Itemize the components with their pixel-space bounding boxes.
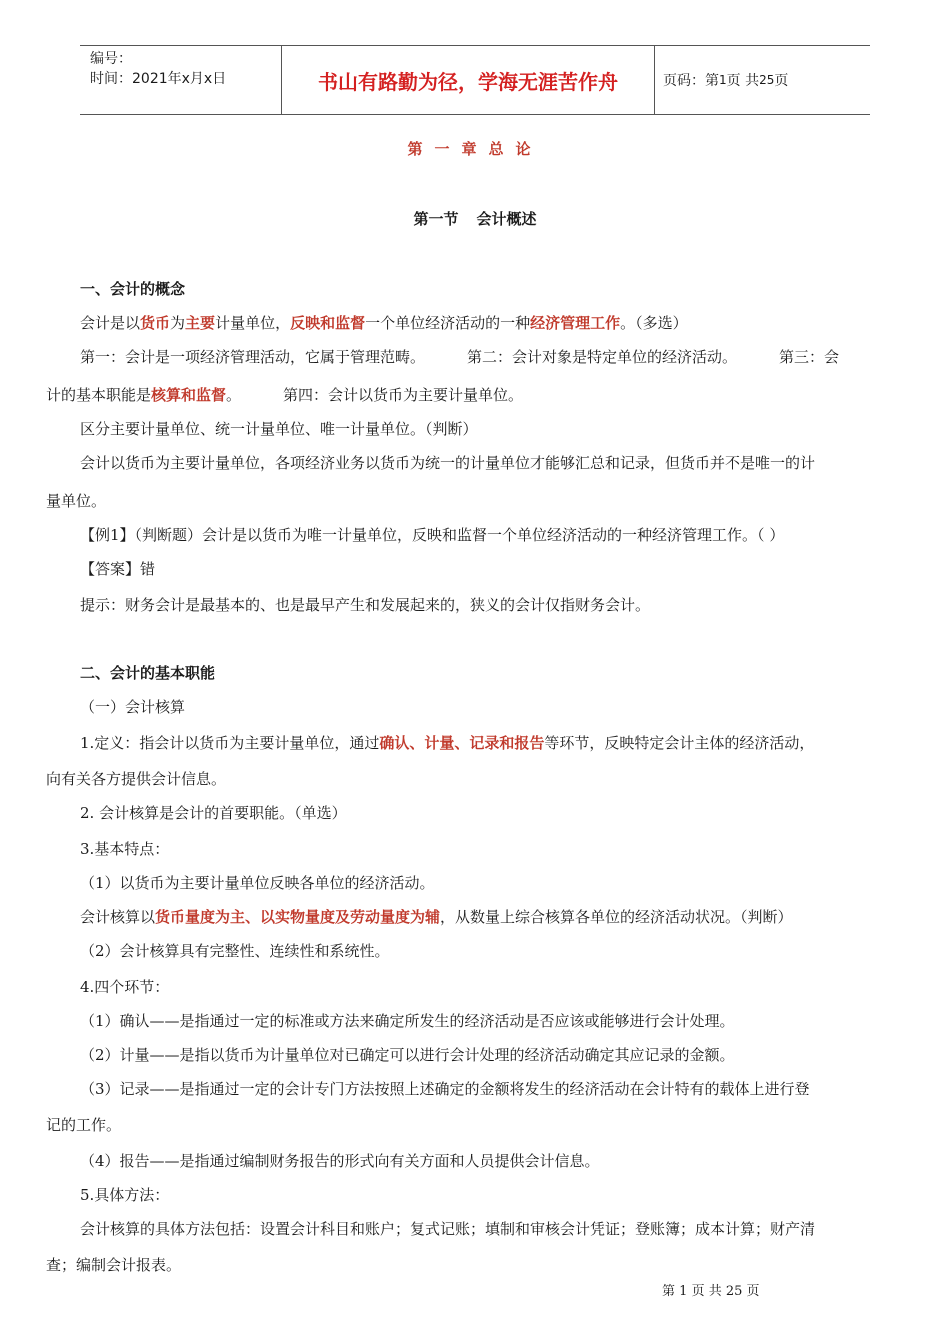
header-page-info: 页码：第 1 页 共 25 页 xyxy=(663,73,789,89)
document-header xyxy=(80,45,870,115)
paragraph: （3）记录——是指通过一定的会计专门方法按照上述确定的金额将发生的经济活动在会计特有的载体上进行登 xyxy=(80,1080,810,1098)
paragraph: 3.基本特点： xyxy=(80,840,170,858)
example-question: 【例1】（判断题）会计是以货币为唯一计量单位，反映和监督一个单位经济活动的一种经济管理工作。（ ） xyxy=(80,526,785,544)
paragraph: 会计是以货币为主要计量单位，反映和监督一个单位经济活动的一种经济管理工作。（多选） xyxy=(80,314,688,332)
paragraph: 计的基本职能是核算和监督。 第四：会计以货币为主要计量单位。 xyxy=(46,386,524,404)
paragraph: 4.四个环节： xyxy=(80,978,170,996)
paragraph: （4）报告——是指通过编制财务报告的形式向有关方面和人员提供会计信息。 xyxy=(80,1152,600,1170)
hint: 提示：财务会计是最基本的、也是最早产生和发展起来的，狭义的会计仅指财务会计。 xyxy=(80,596,651,614)
paragraph: 1.定义：指会计以货币为主要计量单位，通过确认、计量、记录和报告等环节，反映特定会计主体的经济活动， xyxy=(80,734,815,752)
footer-page-total: 25 xyxy=(725,1284,743,1299)
paragraph: 向有关各方提供会计信息。 xyxy=(46,770,227,788)
paragraph: 量单位。 xyxy=(46,492,107,510)
paragraph: 区分主要计量单位、统一计量单位、唯一计量单位。（判断） xyxy=(80,420,478,438)
footer-page-number: 1 xyxy=(679,1284,688,1299)
heading-functions: 二、会计的基本职能 xyxy=(80,664,216,682)
paragraph: 记的工作。 xyxy=(46,1116,122,1134)
section-title: 第一节 会计概述 xyxy=(413,210,537,228)
chapter-title: 第一章总论 xyxy=(407,140,543,158)
example-answer: 【答案】错 xyxy=(80,560,156,578)
heading-concept: 一、会计的概念 xyxy=(80,280,186,298)
header-page-number: 1 xyxy=(719,73,727,87)
paragraph: 会计以货币为主要计量单位，各项经济业务以货币为统一的计量单位才能够汇总和记录，但货币并不是唯一的计 xyxy=(80,454,816,472)
paragraph: （2）会计核算具有完整性、连续性和系统性。 xyxy=(80,942,390,960)
paragraph: （1）以货币为主要计量单位反映各单位的经济活动。 xyxy=(80,874,435,892)
time-label: 时间：2021年x月x日 xyxy=(90,71,227,87)
paragraph: （2）计量——是指以货币为计量单位对已确定可以进行会计处理的经济活动确定其应记录的金额。 xyxy=(80,1046,735,1064)
header-page-total: 25 xyxy=(759,73,775,87)
paragraph: 查；编制会计报表。 xyxy=(46,1256,182,1274)
subheading: （一）会计核算 xyxy=(80,698,186,716)
paragraph: （1）确认——是指通过一定的标准或方法来确定所发生的经济活动是否应该或能够进行会计处理。 xyxy=(80,1012,735,1030)
header-meta xyxy=(80,46,282,114)
header-motto: 书山有路勤为径，学海无涯苦作舟 xyxy=(282,46,655,114)
paragraph: 2. 会计核算是会计的首要职能。（单选） xyxy=(80,804,347,822)
paragraph: 5.具体方法： xyxy=(80,1186,170,1204)
paragraph: 会计核算以货币量度为主、以实物量度及劳动量度为辅，从数量上综合核算各单位的经济活动状况。（判断） xyxy=(80,908,793,926)
page-footer: 第 1 页 共 25 页 xyxy=(662,1284,760,1299)
number-label: 编号： xyxy=(90,51,132,67)
paragraph: 会计核算的具体方法包括：设置会计科目和账户；复式记账；填制和审核会计凭证；登账簿；成本计算；财产清 xyxy=(80,1220,816,1238)
paragraph: 第一：会计是一项经济管理活动，它属于管理范畴。 第二：会计对象是特定单位的经济活动。 第三：会 xyxy=(80,348,840,366)
